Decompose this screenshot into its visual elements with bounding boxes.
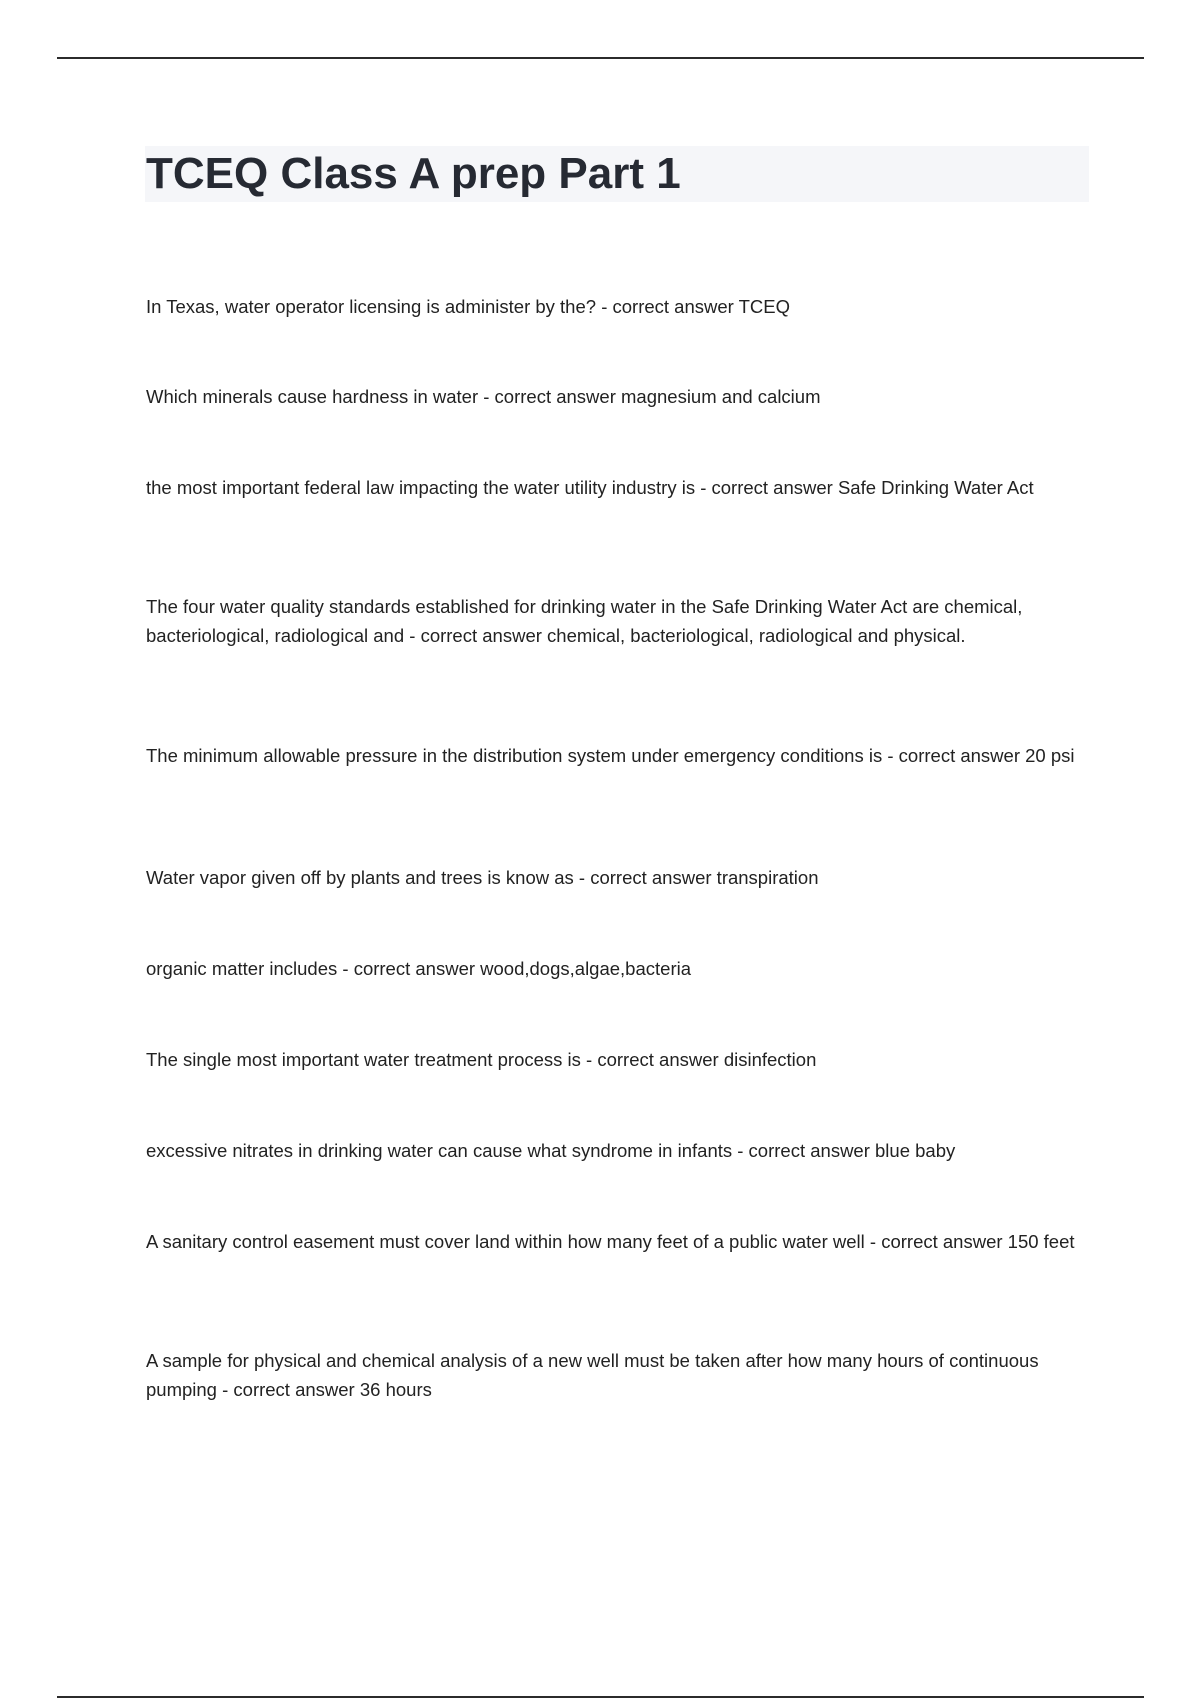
qa-item: A sanitary control easement must cover land within how many feet of a public water well - correct answer 150 feet	[146, 1231, 1075, 1252]
qa-item: The minimum allowable pressure in the distribution system under emergency conditions is - correct answer 20 psi	[146, 745, 1075, 766]
qa-item: Water vapor given off by plants and trees is know as - correct answer transpiration	[146, 867, 819, 888]
page-title: TCEQ Class A prep Part 1	[146, 149, 681, 198]
qa-item: The single most important water treatment process is - correct answer disinfection	[146, 1049, 817, 1070]
qa-item: Which minerals cause hardness in water - correct answer magnesium and calcium	[146, 386, 821, 407]
qa-item: organic matter includes - correct answer wood,dogs,algae,bacteria	[146, 958, 692, 979]
qa-item: A sample for physical and chemical analysis of a new well must be taken after how many hours of continuous pumping - correct answer 36 hours	[146, 1350, 1039, 1400]
qa-item: In Texas, water operator licensing is administer by the? - correct answer TCEQ	[146, 296, 791, 317]
qa-item: The four water quality standards established for drinking water in the Safe Drinking Water Act are chemical, bacteriological, radiological and - correct answer chemical, bacteriological, radiological and physical.	[146, 596, 1023, 646]
bottom-rule	[57, 1696, 1144, 1698]
qa-item: excessive nitrates in drinking water can cause what syndrome in infants - correct answer blue baby	[146, 1140, 956, 1161]
qa-item: the most important federal law impacting the water utility industry is - correct answer Safe Drinking Water Act	[146, 477, 1034, 498]
top-rule	[57, 57, 1144, 59]
